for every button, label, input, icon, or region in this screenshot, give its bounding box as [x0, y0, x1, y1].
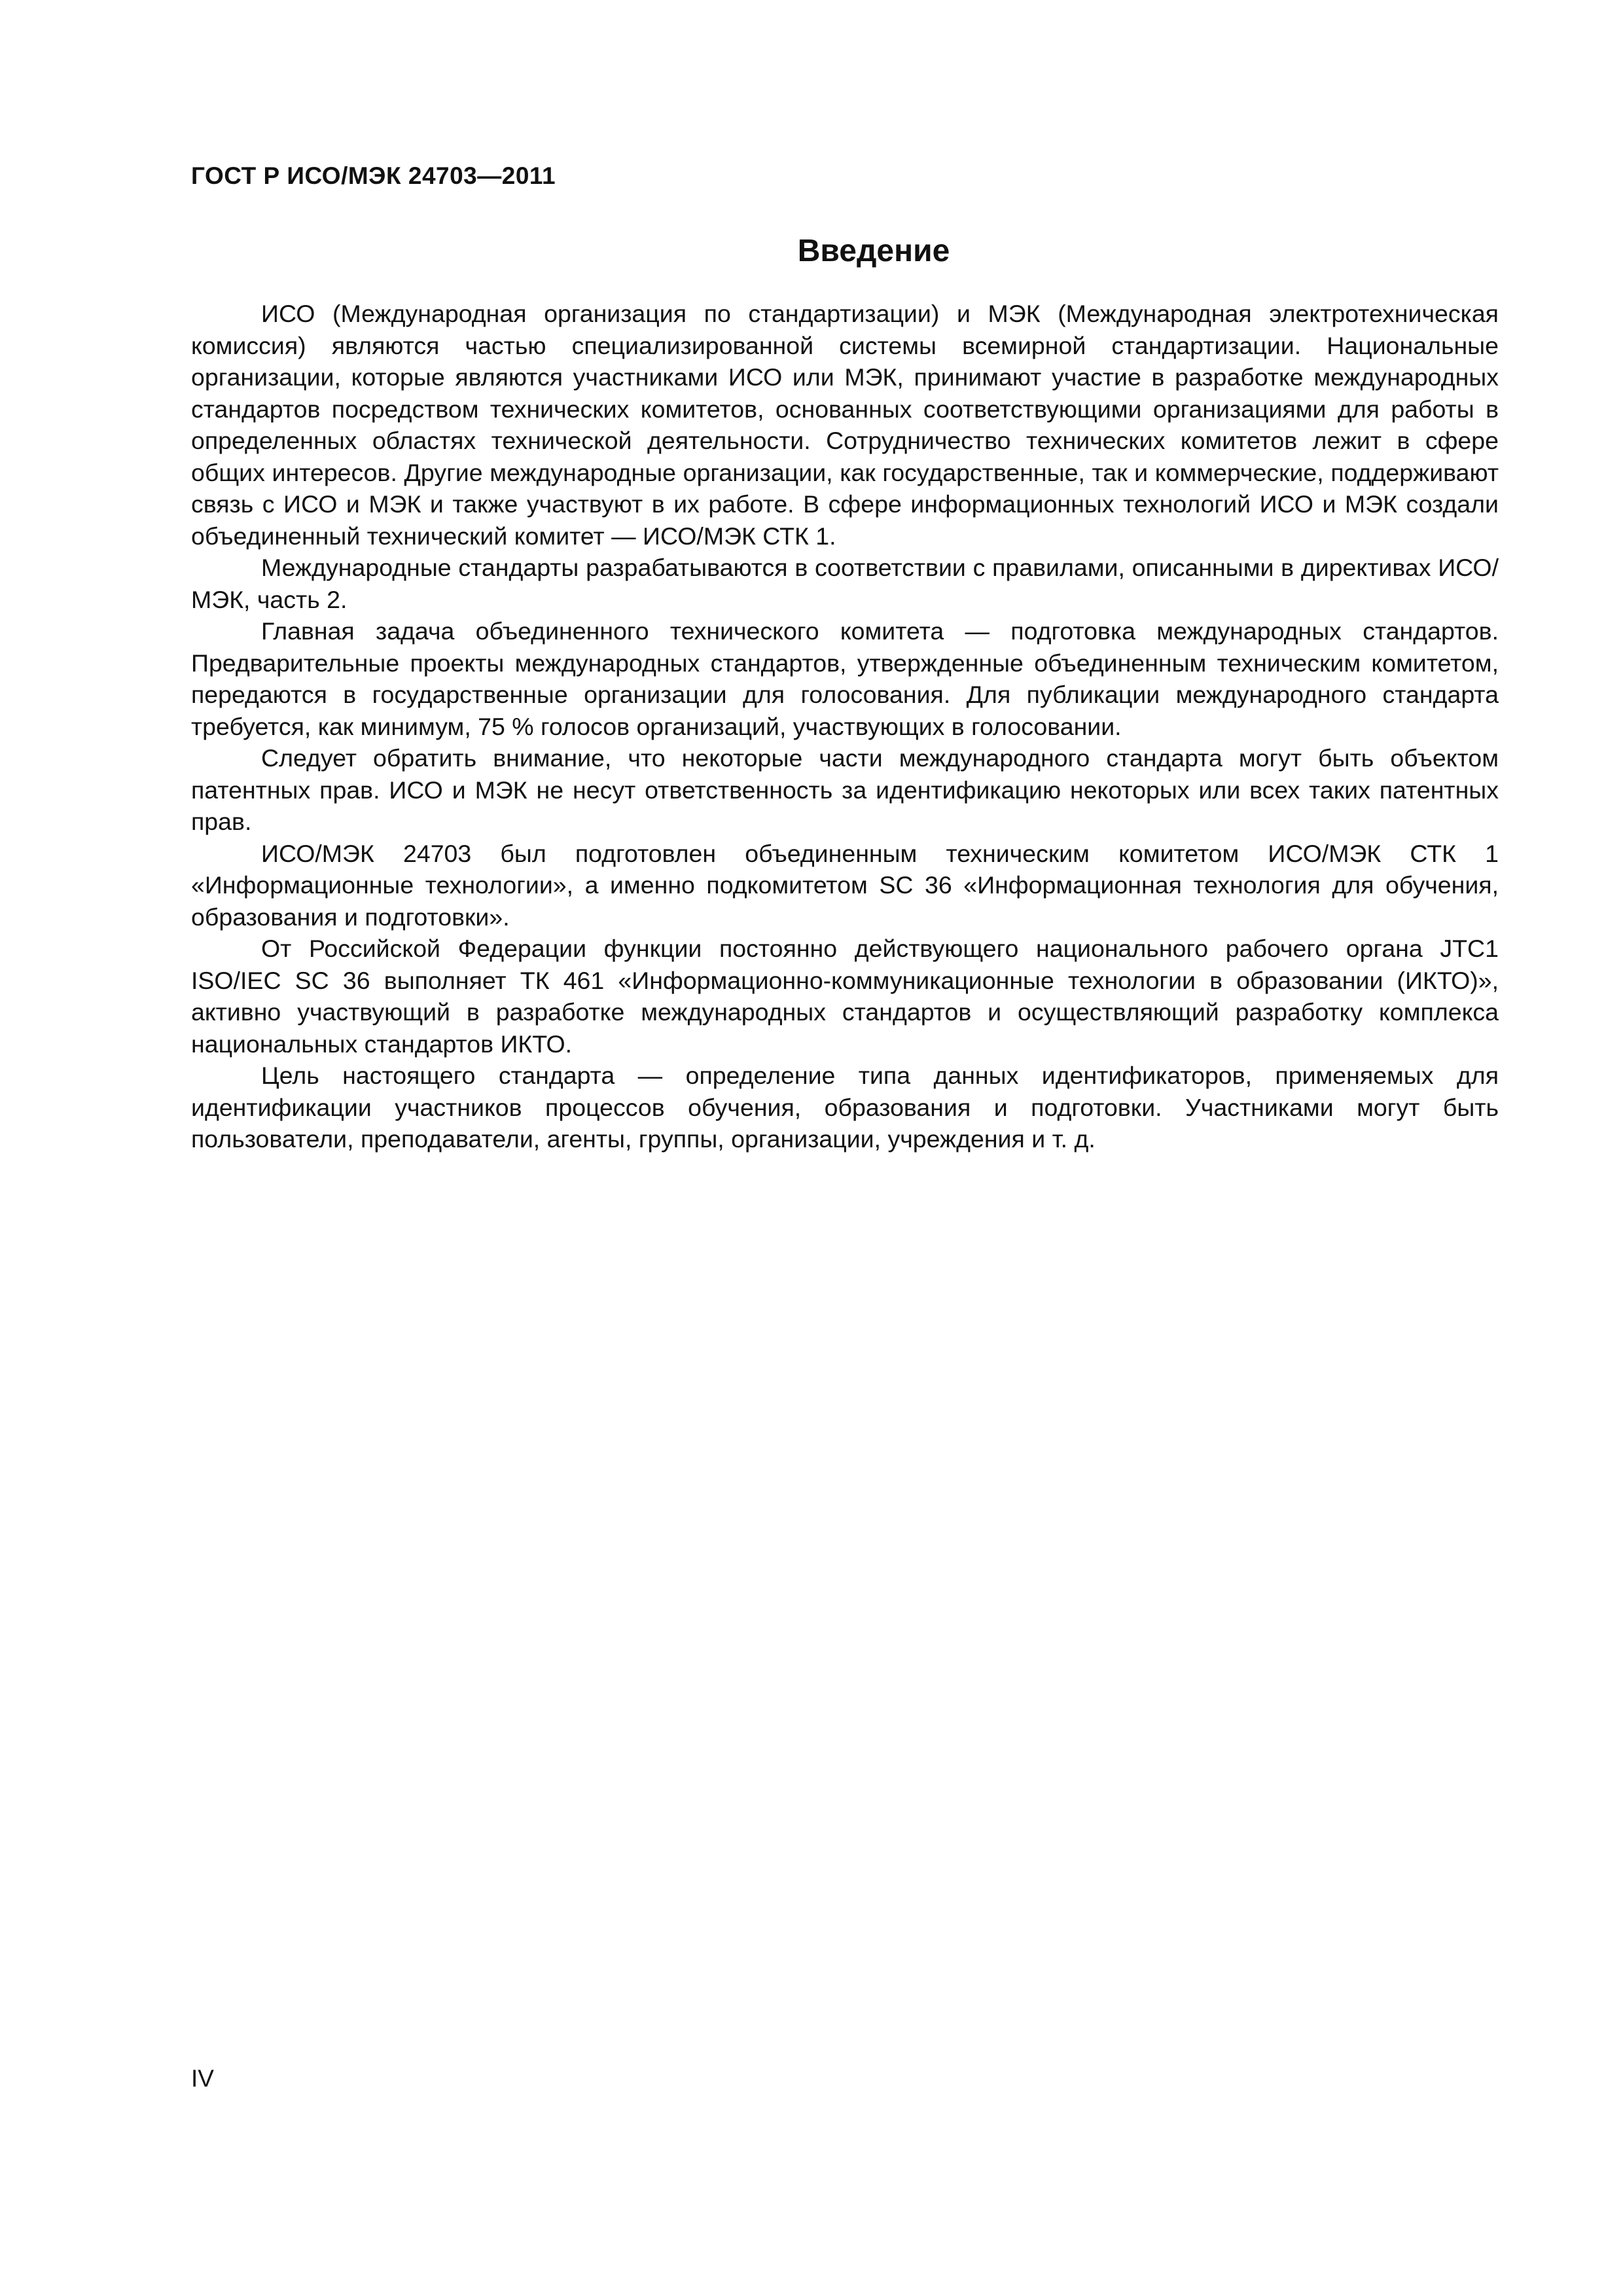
section-title: Введение	[797, 234, 950, 268]
paragraph-6: От Российской Федерации функции постоянно действующего национального рабочего органа JTC1 ISO/IEC SC 36 выполняет ТК 461 «Информационно-коммуникационные технологии в образовании (ИКТО)», активно участвующий в разработке международных стандартов и осуществляющий разработку комплекса национальных стандартов ИКТО.	[191, 935, 1499, 1058]
paragraph-7: Цель настоящего стандарта — определение типа данных идентификаторов, применяемых для идентификации участников процессов обучения, образования и подготовки. Участниками могут быть пользователи, преподаватели, агенты, группы, организации, учреждения и т. д.	[191, 1062, 1499, 1153]
paragraph-2: Международные стандарты разрабатываются в соответствии с правилами, описанными в директивах ИСО/МЭК, часть 2.	[191, 554, 1499, 613]
body-text	[191, 298, 1499, 1155]
paragraph-4: Следует обратить внимание, что некоторые части международного стандарта могут быть объектом патентных прав. ИСО и МЭК не несут ответственность за идентификацию некоторых или всех таких патентных прав.	[191, 744, 1499, 835]
document-header: ГОСТ Р ИСО/МЭК 24703—2011	[191, 162, 556, 189]
paragraph-3: Главная задача объединенного технического комитета — подготовка международных стандартов. Предварительные проекты международных стандартов, утвержденные объединенным техническим комитетом, передаются в государственные организации для голосования. Для публикации международного стандарта требуется, как минимум, 75 % голосов организаций, участвующих в голосовании.	[191, 617, 1499, 740]
paragraph-1: ИСО (Международная организация по стандартизации) и МЭК (Международная электротехническая комиссия) являются частью специализированной системы всемирной стандартизации. Национальные организации, которые являются участниками ИСО или МЭК, принимают участие в разработке международных стандартов посредством технических комитетов, основанных соответствующими организациями для работы в определенных областях технической деятельности. Сотрудничество технических комитетов лежит в сфере общих интересов. Другие международные организации, как государственные, так и коммерческие, поддерживают связь с ИСО и МЭК и также участвуют в их работе. В сфере информационных технологий ИСО и МЭК создали объединенный технический комитет — ИСО/МЭК СТК 1.	[191, 300, 1499, 550]
paragraph-5: ИСО/МЭК 24703 был подготовлен объединенным техническим комитетом ИСО/МЭК СТК 1 «Информационные технологии», а именно подкомитетом SC 36 «Информационная технология для обучения, образования и подготовки».	[191, 839, 1499, 931]
page-number: IV	[191, 2065, 214, 2092]
